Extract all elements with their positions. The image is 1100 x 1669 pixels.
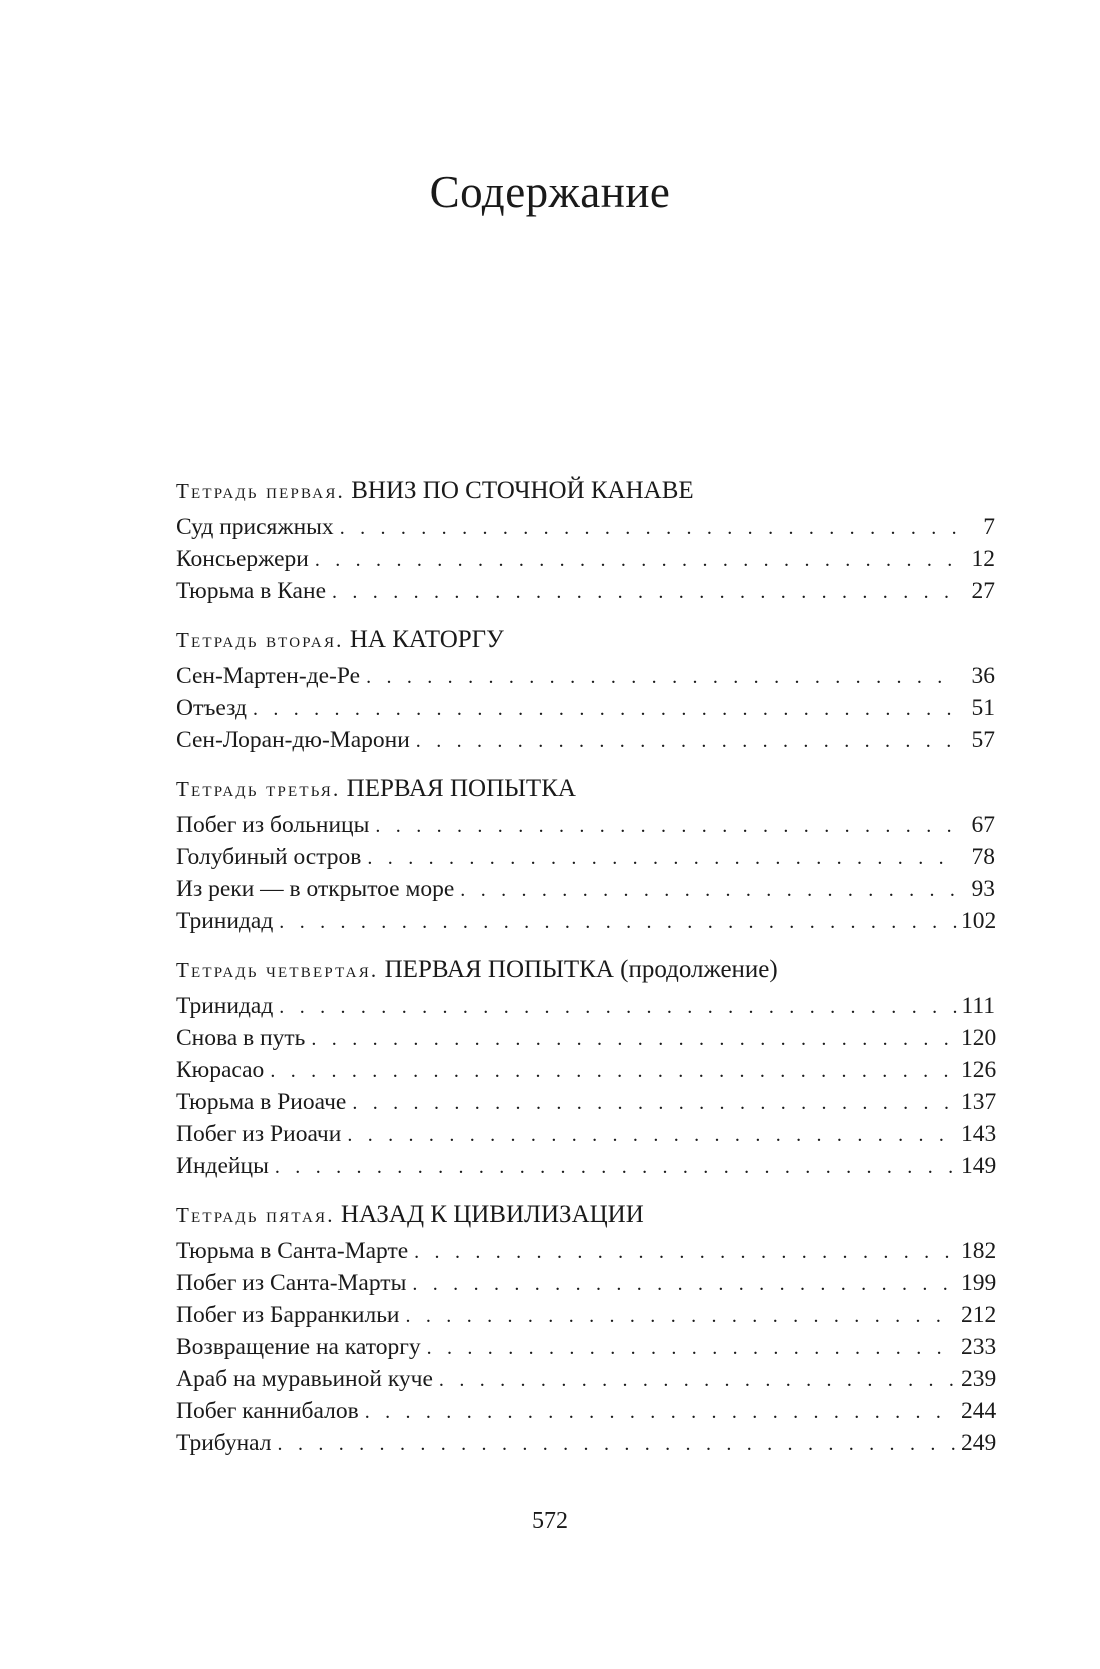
chapter-page-number: 102 xyxy=(961,908,997,934)
chapter-page-number: 244 xyxy=(961,1398,997,1424)
chapter-title: Побег каннибалов xyxy=(176,1398,359,1424)
toc-entry xyxy=(176,809,995,841)
toc-entry xyxy=(176,692,995,724)
toc-entry xyxy=(176,1022,995,1054)
section-heading xyxy=(176,773,995,805)
dot-leader xyxy=(406,1300,958,1332)
dot-leader xyxy=(340,512,957,544)
notebook-label: Тетрадь пятая. xyxy=(176,1203,335,1227)
toc-entry xyxy=(176,873,995,905)
dot-leader xyxy=(347,1119,957,1151)
chapter-page-number: 249 xyxy=(961,1430,997,1456)
dot-leader xyxy=(315,544,957,576)
chapter-page-number: 239 xyxy=(961,1366,997,1392)
chapter-title: Суд присяжных xyxy=(176,514,334,540)
chapter-title: Побег из Санта-Марты xyxy=(176,1270,407,1296)
dot-leader xyxy=(270,1055,957,1087)
chapter-page-number: 143 xyxy=(961,1121,997,1147)
section-title: НА КАТОРГУ xyxy=(349,626,504,653)
table-of-contents xyxy=(176,475,995,1476)
toc-entry xyxy=(176,1299,995,1331)
chapter-page-number: 67 xyxy=(971,812,995,838)
section-heading xyxy=(176,1199,995,1231)
toc-entry xyxy=(176,1086,995,1118)
dot-leader xyxy=(332,576,957,608)
chapter-page-number: 36 xyxy=(971,663,995,689)
chapter-title: Тюрьма в Санта-Марте xyxy=(176,1238,409,1264)
chapter-title: Кюрасао xyxy=(176,1057,265,1083)
chapter-page-number: 78 xyxy=(971,844,995,870)
page-number: 572 xyxy=(532,1508,568,1534)
chapter-title: Возвращение на каторгу xyxy=(176,1334,421,1360)
chapter-page-number: 233 xyxy=(961,1334,997,1360)
chapter-page-number: 199 xyxy=(961,1270,997,1296)
chapter-page-number: 120 xyxy=(961,1025,997,1051)
dot-leader xyxy=(439,1364,957,1396)
dot-leader xyxy=(367,842,957,874)
notebook-label: Тетрадь четвертая. xyxy=(176,958,379,982)
chapter-title: Побег из Барранкильи xyxy=(176,1302,400,1328)
chapter-page-number: 111 xyxy=(961,993,995,1019)
dot-leader xyxy=(412,1268,957,1300)
page-title: Содержание xyxy=(429,167,671,217)
dot-leader xyxy=(460,874,957,906)
section-title: ВНИЗ ПО СТОЧНОЙ КАНАВЕ xyxy=(351,477,694,504)
toc-entry xyxy=(176,1395,995,1427)
toc-entry xyxy=(176,511,995,543)
dot-leader xyxy=(279,991,957,1023)
chapter-page-number: 182 xyxy=(961,1238,997,1264)
chapter-title: Индейцы xyxy=(176,1153,269,1179)
section-title: НАЗАД К ЦИВИЛИЗАЦИИ xyxy=(340,1201,644,1228)
toc-entry xyxy=(176,1363,995,1395)
chapter-page-number: 57 xyxy=(971,727,995,753)
section-heading xyxy=(176,954,995,986)
chapter-page-number: 27 xyxy=(971,578,995,604)
chapter-page-number: 212 xyxy=(961,1302,997,1328)
dot-leader xyxy=(278,1428,957,1460)
chapter-page-number: 12 xyxy=(971,546,995,572)
dot-leader xyxy=(427,1332,957,1364)
toc-section xyxy=(176,773,995,937)
chapter-title: Араб на муравьиной куче xyxy=(176,1366,433,1392)
chapter-title: Тюрьма в Риоаче xyxy=(176,1089,347,1115)
toc-section xyxy=(176,954,995,1182)
dot-leader xyxy=(366,661,957,693)
chapter-title: Трибунал xyxy=(176,1430,272,1456)
toc-entry xyxy=(176,724,995,756)
toc-entry xyxy=(176,575,995,607)
chapter-title: Консьержери xyxy=(176,546,309,572)
chapter-title: Побег из больницы xyxy=(176,812,370,838)
dot-leader xyxy=(279,906,957,938)
toc-section xyxy=(176,624,995,756)
toc-entry xyxy=(176,1331,995,1363)
chapter-title: Тринидад xyxy=(176,993,274,1019)
toc-entry xyxy=(176,1267,995,1299)
chapter-page-number: 137 xyxy=(961,1089,997,1115)
chapter-title: Голубиный остров xyxy=(176,844,362,870)
toc-entry xyxy=(176,543,995,575)
toc-entry xyxy=(176,1054,995,1086)
toc-entry xyxy=(176,905,995,937)
chapter-title: Тринидад xyxy=(176,908,274,934)
notebook-label: Тетрадь третья. xyxy=(176,777,341,801)
toc-section xyxy=(176,1199,995,1459)
dot-leader xyxy=(253,693,957,725)
notebook-label: Тетрадь первая. xyxy=(176,479,345,503)
toc-entry xyxy=(176,1427,995,1459)
toc-entry xyxy=(176,1118,995,1150)
toc-entry xyxy=(176,1150,995,1182)
toc-entry xyxy=(176,841,995,873)
toc-entry xyxy=(176,990,995,1022)
chapter-title: Из реки — в открытое море xyxy=(176,876,455,902)
chapter-title: Сен-Мартен-де-Ре xyxy=(176,663,361,689)
chapter-page-number: 149 xyxy=(961,1153,997,1179)
section-heading xyxy=(176,475,995,507)
dot-leader xyxy=(414,1236,957,1268)
dot-leader xyxy=(275,1151,957,1183)
section-heading xyxy=(176,624,995,656)
dot-leader xyxy=(352,1087,957,1119)
dot-leader xyxy=(311,1023,957,1055)
chapter-page-number: 7 xyxy=(983,514,995,540)
chapter-title: Сен-Лоран-дю-Марони xyxy=(176,727,410,753)
dot-leader xyxy=(365,1396,957,1428)
chapter-title: Отъезд xyxy=(176,695,247,721)
section-title: ПЕРВАЯ ПОПЫТКА (продолжение) xyxy=(384,956,778,983)
dot-leader xyxy=(375,810,957,842)
chapter-title: Побег из Риоачи xyxy=(176,1121,342,1147)
toc-section xyxy=(176,475,995,607)
chapter-page-number: 51 xyxy=(971,695,995,721)
chapter-page-number: 126 xyxy=(961,1057,997,1083)
toc-entry xyxy=(176,660,995,692)
chapter-title: Снова в путь xyxy=(176,1025,306,1051)
notebook-label: Тетрадь вторая. xyxy=(176,628,344,652)
chapter-page-number: 93 xyxy=(971,876,995,902)
toc-entry xyxy=(176,1235,995,1267)
chapter-title: Тюрьма в Кане xyxy=(176,578,326,604)
dot-leader xyxy=(416,725,957,757)
section-title: ПЕРВАЯ ПОПЫТКА xyxy=(346,775,576,802)
